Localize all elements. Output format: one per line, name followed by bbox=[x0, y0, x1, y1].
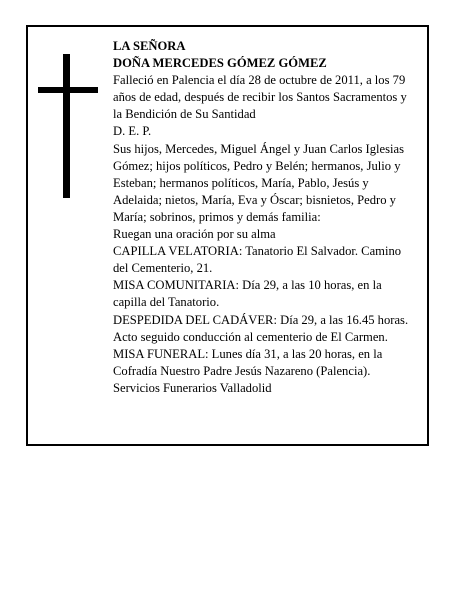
farewell-info: DESPEDIDA DEL CADÁVER: Día 29, a las 16.45 horas. Acto seguido conducción al cementerio de El Carmen. bbox=[113, 312, 409, 344]
latin-cross-icon bbox=[38, 54, 98, 198]
funeral-mass-info: MISA FUNERAL: Lunes día 31, a las 20 horas, en la Cofradía Nuestro Padre Jesús Nazareno (Palencia). bbox=[113, 346, 383, 378]
cross-vertical-bar bbox=[63, 54, 70, 198]
chapel-info: CAPILLA VELATORIA: Tanatorio El Salvador. Camino del Cementerio, 21. bbox=[113, 244, 402, 276]
family-list: Sus hijos, Mercedes, Miguel Ángel y Juan Carlos Iglesias Gómez; hijos políticos, Pedro y Belén; hermanos, Julio y Esteban; hermanos políticos, María, Pablo, Jesús y Adelaida; nietos, María, Eva y Óscar; bisnietos, Pedro y María; sobrinos, primos y demás familia: bbox=[113, 141, 405, 224]
rest-in-peace: D. E. P. bbox=[113, 124, 152, 139]
death-details: Falleció en Palencia el día 28 de octubre de 2011, a los 79 años de edad, después de recibir los Santos Sacramentos y la Bendición de Su Santidad bbox=[113, 73, 407, 122]
funeral-services-provider: Servicios Funerarios Valladolid bbox=[113, 380, 272, 395]
cross-horizontal-bar bbox=[38, 87, 98, 93]
deceased-name: DOÑA MERCEDES GÓMEZ GÓMEZ bbox=[113, 56, 327, 71]
prayer-request: Ruegan una oración por su alma bbox=[113, 227, 276, 242]
obituary-text bbox=[113, 38, 415, 397]
heading-title: LA SEÑORA bbox=[113, 39, 186, 53]
community-mass-info: MISA COMUNITARIA: Día 29, a las 10 horas, en la capilla del Tanatorio. bbox=[113, 278, 382, 310]
